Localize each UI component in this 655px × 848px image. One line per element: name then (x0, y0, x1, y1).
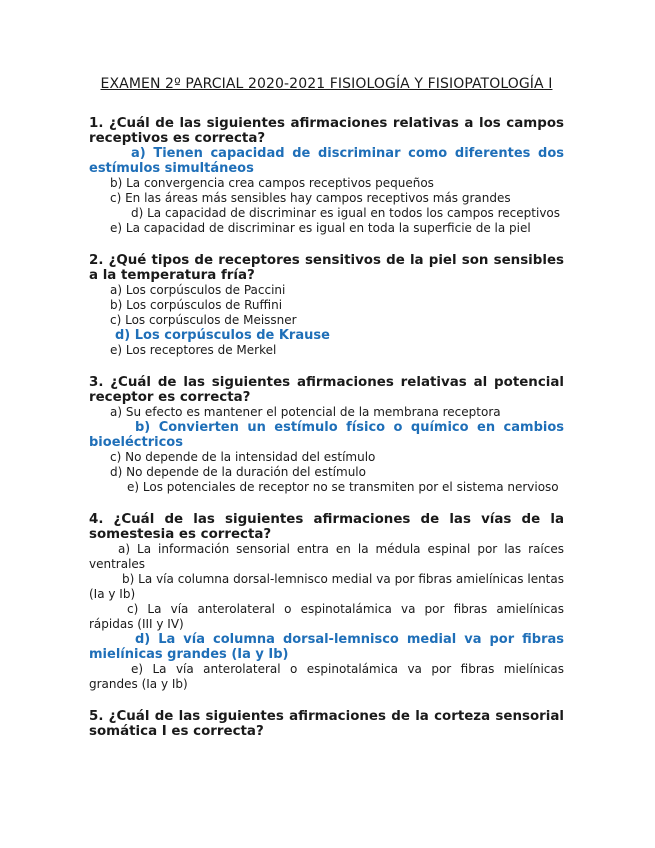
question-2 (89, 253, 564, 358)
answer-option: d) La capacidad de discriminar es igual en todos los campos receptivos (131, 206, 561, 220)
answer-option: c) Los corpúsculos de Meissner (110, 313, 297, 327)
answer-option: c) La vía anterolateral o espinotalámica va por fibras amielínicas rápidas (III y IV) (89, 602, 564, 631)
answer-option: c) En las áreas más sensibles hay campos receptivos más grandes (110, 191, 511, 205)
question-3 (89, 375, 564, 495)
answer-option: a) La información sensorial entra en la médula espinal por las raíces ventrales (89, 542, 564, 571)
answer-option: e) La capacidad de discriminar es igual en toda la superficie de la piel (110, 221, 531, 235)
answer-option: d) No depende de la duración del estímulo (110, 465, 366, 479)
answer-option-correct: d) Los corpúsculos de Krause (115, 328, 330, 343)
answer-option: e) La vía anterolateral o espinotalámica va por fibras mielínicas grandes (Ia y Ib) (89, 662, 564, 691)
question-stem: 1. ¿Cuál de las siguientes afirmaciones relativas a los campos receptivos es correcta? (89, 116, 564, 146)
answer-option: e) Los receptores de Merkel (110, 343, 277, 357)
answer-option-correct: b) Convierten un estímulo físico o químico en cambios bioeléctricos (89, 420, 564, 450)
question-stem: 2. ¿Qué tipos de receptores sensitivos de la piel son sensibles a la temperatura fría? (89, 253, 564, 283)
answer-option: c) No depende de la intensidad del estímulo (110, 450, 376, 464)
answer-option: e) Los potenciales de receptor no se transmiten por el sistema nervioso (127, 480, 559, 494)
answer-option: b) La convergencia crea campos receptivos pequeños (110, 176, 434, 190)
question-stem: 5. ¿Cuál de las siguientes afirmaciones de la corteza sensorial somática I es correcta? (89, 709, 564, 739)
question-4 (89, 512, 564, 692)
answer-option-correct: a) Tienen capacidad de discriminar como diferentes dos estímulos simultáneos (89, 146, 564, 176)
question-1 (89, 116, 564, 236)
question-5 (89, 709, 564, 739)
answer-option: a) Su efecto es mantener el potencial de la membrana receptora (110, 405, 501, 419)
question-stem: 3. ¿Cuál de las siguientes afirmaciones relativas al potencial receptor es correcta? (89, 375, 564, 405)
answer-option: a) Los corpúsculos de Paccini (110, 283, 286, 297)
answer-option: b) Los corpúsculos de Ruffini (110, 298, 283, 312)
answer-option: b) La vía columna dorsal-lemnisco medial va por fibras amielínicas lentas (Ia y Ib) (89, 572, 564, 601)
exam-title: EXAMEN 2º PARCIAL 2020-2021 FISIOLOGÍA Y FISIOPATOLOGÍA I (100, 76, 553, 92)
exam-page (89, 76, 564, 756)
question-stem: 4. ¿Cuál de las siguientes afirmaciones de las vías de la somestesia es correcta? (89, 512, 564, 542)
answer-option-correct: d) La vía columna dorsal-lemnisco medial va por fibras mielínicas grandes (Ia y Ib) (89, 632, 564, 662)
